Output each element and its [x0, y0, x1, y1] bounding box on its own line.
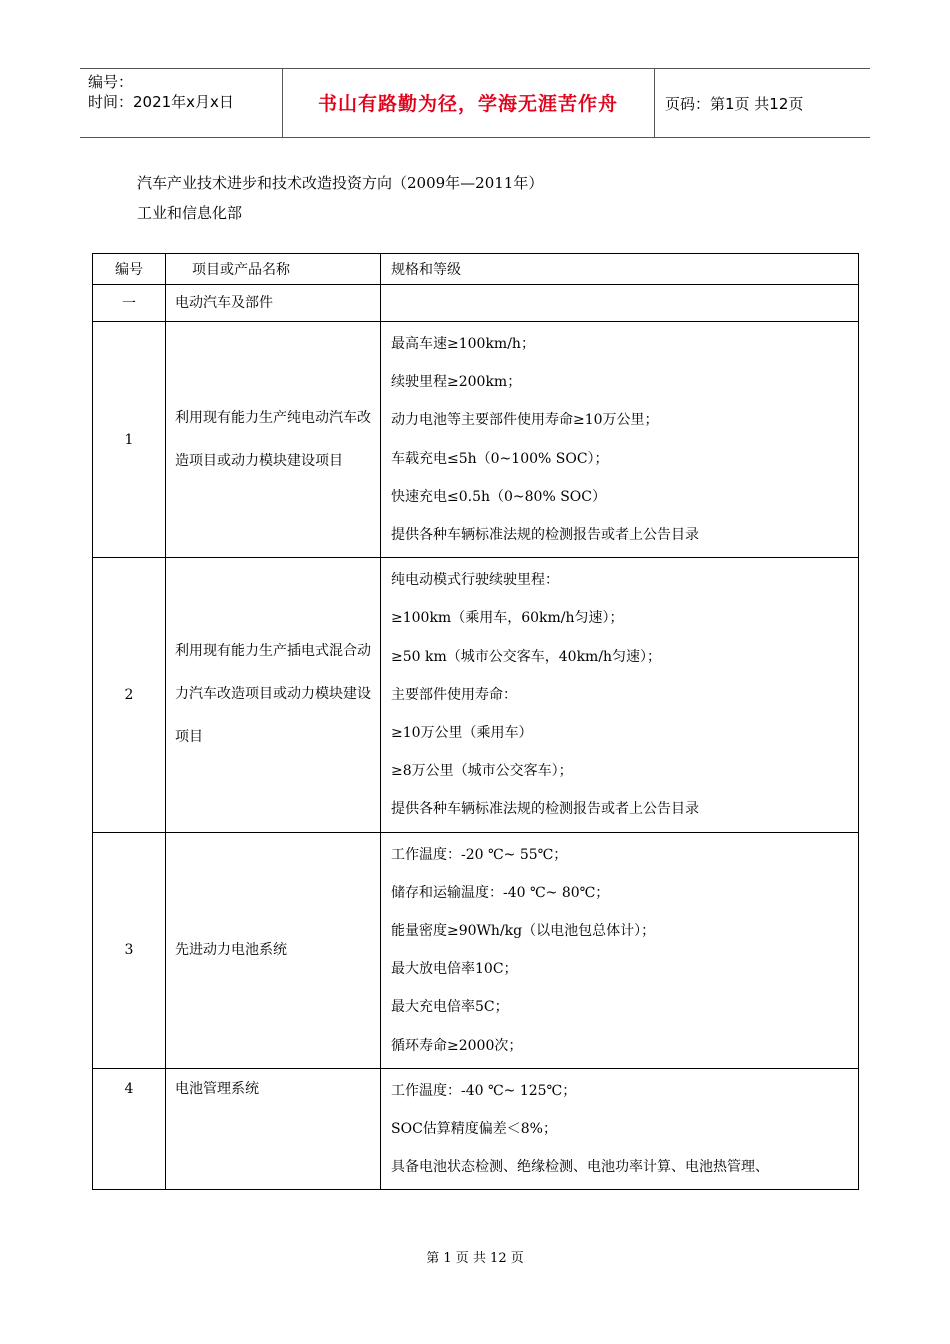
spec-table: [92, 253, 859, 1190]
header-motto: 书山有路勤为径，学海无涯苦作舟: [317, 93, 618, 115]
header-name: 项目或产品名称: [166, 254, 381, 285]
time-label: 时间：2021年x月x日: [88, 93, 234, 111]
section-name: 电动汽车及部件: [166, 285, 381, 322]
page-footer: 第 1 页 共 12 页: [426, 1251, 524, 1266]
spec-line: 快速充电≤0.5h（0~80% SOC）: [391, 488, 606, 505]
row-name: 利用现有能力生产插电式混合动力汽车改造项目或动力模块建设项目: [166, 558, 381, 832]
row-number: 4: [93, 1068, 166, 1190]
row-number: 2: [93, 558, 166, 832]
row-specs: [381, 1068, 859, 1190]
table-row: [93, 1068, 859, 1190]
row-name: 电池管理系统: [166, 1068, 381, 1190]
spec-line: 提供各种车辆标准法规的检测报告或者上公告目录: [391, 527, 699, 544]
document-organization: 工业和信息化部: [137, 204, 243, 222]
spec-line: ≥50 km（城市公交客车，40km/h匀速）；: [391, 648, 662, 665]
spec-line: 具备电池状态检测、绝缘检测、电池功率计算、电池热管理、: [391, 1159, 769, 1176]
section-row: [93, 285, 859, 322]
table-row: [93, 558, 859, 832]
header-meta: [88, 72, 234, 112]
spec-line: ≥10万公里（乘用车）: [391, 725, 533, 742]
spec-line: 循环寿命≥2000次；: [391, 1037, 523, 1054]
section-spec: [381, 285, 859, 322]
spec-line: SOC估算精度偏差＜8%；: [391, 1121, 557, 1138]
row-specs: [381, 558, 859, 832]
spec-line: 动力电池等主要部件使用寿命≥10万公里；: [391, 412, 659, 429]
row-name: 先进动力电池系统: [166, 832, 381, 1068]
header-spec: 规格和等级: [381, 254, 859, 285]
page-header: [80, 68, 870, 138]
header-page-info: 页码：第1页 共12页: [665, 95, 804, 113]
spec-line: 最大放电倍率10C；: [391, 961, 518, 978]
row-specs: [381, 322, 859, 558]
spec-line: 车载充电≤5h（0~100% SOC）；: [391, 450, 609, 467]
header-divider-right: [654, 69, 655, 137]
header-number: 编号: [93, 254, 166, 285]
spec-line: 工作温度：-20 ℃~ 55℃；: [391, 846, 568, 863]
table-row: [93, 832, 859, 1068]
spec-line: 能量密度≥90Wh/kg（以电池包总体计）；: [391, 923, 656, 940]
row-number: 3: [93, 832, 166, 1068]
spec-line: 最高车速≥100km/h；: [391, 336, 535, 352]
spec-line: 储存和运输温度：-40 ℃~ 80℃；: [391, 884, 610, 901]
spec-line: 提供各种车辆标准法规的检测报告或者上公告目录: [391, 801, 699, 818]
spec-line: 纯电动模式行驶续驶里程：: [391, 572, 559, 589]
spec-line: 最大充电倍率5C；: [391, 999, 509, 1016]
spec-line: 续驶里程≥200km；: [391, 374, 522, 391]
spec-line: ≥8万公里（城市公交客车）；: [391, 763, 573, 780]
table-header-row: [93, 254, 859, 285]
spec-line: 主要部件使用寿命：: [391, 686, 517, 703]
spec-line: 工作温度：-40 ℃~ 125℃；: [391, 1082, 577, 1099]
row-name: 利用现有能力生产纯电动汽车改造项目或动力模块建设项目: [166, 322, 381, 558]
table-row: [93, 322, 859, 558]
document-title: 汽车产业技术进步和技术改造投资方向（2009年—2011年）: [137, 174, 544, 192]
section-number: 一: [93, 285, 166, 322]
number-label: 编号：: [88, 73, 134, 91]
row-specs: [381, 832, 859, 1068]
spec-line: ≥100km（乘用车，60km/h匀速）；: [391, 610, 624, 627]
row-number: 1: [93, 322, 166, 558]
